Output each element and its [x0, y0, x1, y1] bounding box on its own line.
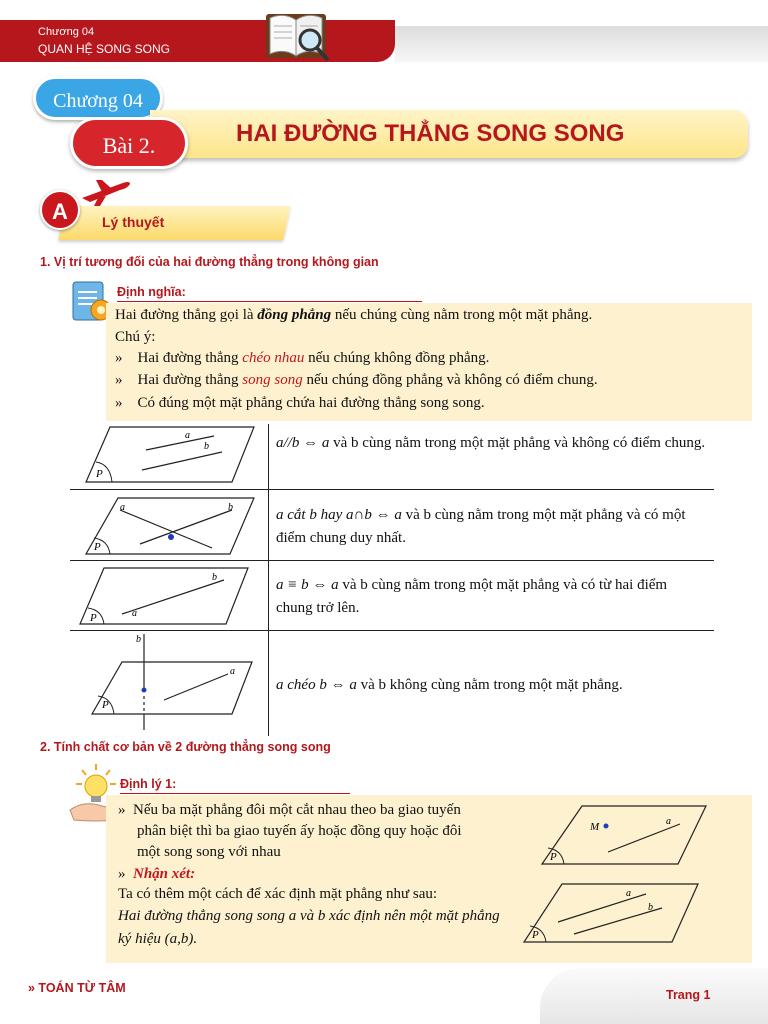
- definition-term: đồng phẳng: [257, 307, 332, 323]
- row-2-formula: a cắt b hay a∩b ⇔ a: [276, 507, 402, 523]
- label-a: a: [626, 888, 631, 899]
- label-a: a: [120, 502, 125, 513]
- definition-text-pre: Hai đường thẳng gọi là: [115, 307, 258, 323]
- row-2-desc: và b cùng nằm trong một mặt phẳng và có một điểm chung duy nhất.: [276, 507, 686, 546]
- bullet-1-term: chéo nhau: [242, 350, 305, 366]
- page-number: Trang 1: [666, 988, 711, 1002]
- label-b: b: [228, 502, 233, 513]
- row-1-desc: và b cùng nằm trong một mặt phẳng và không có điểm chung.: [329, 435, 706, 451]
- remark-italic-2: ký hiệu (a,b).: [118, 931, 198, 947]
- label-P: P: [532, 929, 539, 941]
- header-chapter-title: QUAN HỆ SONG SONG: [38, 42, 171, 56]
- row-3-desc: và b cùng nằm trong một mặt phẳng và có từ hai điểm chung trở lên.: [276, 577, 668, 616]
- lesson-title: HAI ĐƯỜNG THẲNG SONG SONG: [236, 120, 625, 147]
- definition-label: Định nghĩa:: [117, 285, 186, 299]
- bullet-2-post: nếu chúng đồng phẳng và không có điểm chung.: [302, 372, 598, 388]
- label-b: b: [204, 441, 209, 452]
- note-bullet-2: [115, 372, 598, 389]
- section-a-bar: [58, 206, 290, 240]
- label-a: a: [185, 430, 190, 441]
- definition-text: [115, 307, 592, 324]
- remark-line: Ta có thêm một cách để xác định mặt phẳng như sau:: [118, 886, 438, 902]
- theorem-line-1: [118, 802, 461, 819]
- table-divider: [70, 630, 714, 631]
- row-1-text: [276, 432, 706, 455]
- label-a: a: [666, 816, 671, 827]
- label-b: b: [136, 634, 141, 645]
- part2-heading: 2. Tính chất cơ bản về 2 đường thẳng song song: [40, 740, 331, 754]
- chapter-bubble: Chương 04: [33, 76, 163, 120]
- footer-brand: » TOÁN TỪ TÂM: [28, 981, 126, 995]
- lesson-title-bar: [150, 110, 748, 158]
- table-column-divider: [268, 424, 269, 736]
- row-1-formula: a//b ⇔ a: [276, 435, 330, 451]
- definition-text-post: nếu chúng cùng nằm trong một mặt phẳng.: [331, 307, 593, 323]
- header-shadow-band: [395, 26, 768, 62]
- label-P: P: [90, 612, 97, 624]
- note-label: Chú ý:: [115, 329, 156, 345]
- bullet-mark: »: [115, 350, 123, 366]
- row-4-desc: và b không cùng nằm trong một mặt phẳng.: [356, 677, 623, 693]
- bullet-1-post: nếu chúng không đồng phẳng.: [304, 350, 490, 366]
- figure-coincident-lines: [78, 564, 258, 628]
- airplane-icon: [80, 176, 132, 206]
- definition-underline: [117, 301, 422, 302]
- lesson-number-bubble: Bài 2.: [70, 117, 188, 169]
- table-divider: [70, 560, 714, 561]
- top-header-bar: [0, 20, 768, 62]
- section-a-badge: A: [40, 190, 80, 230]
- theorem-line-2: phân biệt thì ba giao tuyến ấy hoặc đồng quy hoặc đôi: [137, 823, 462, 839]
- label-b: b: [212, 572, 217, 583]
- label-a: a: [132, 608, 137, 619]
- footer-page-tab: [540, 968, 768, 1024]
- bullet-2-term: song song: [242, 372, 303, 388]
- bullet-1-pre: Hai đường thẳng: [137, 350, 243, 366]
- bullet-mark: »: [118, 802, 126, 818]
- note-bullet-1: [115, 350, 489, 367]
- bullet-2-pre: Hai đường thẳng: [137, 372, 243, 388]
- table-divider: [70, 489, 714, 490]
- theorem-label: Định lý 1:: [120, 777, 177, 791]
- label-a: a: [230, 666, 235, 677]
- part1-heading: 1. Vị trí tương đối của hai đường thẳng trong không gian: [40, 255, 379, 269]
- section-a-label: Lý thuyết: [102, 214, 165, 230]
- header-chapter-number: Chương 04: [38, 26, 95, 38]
- theorem-text-1: Nếu ba mặt phẳng đôi một cắt nhau theo ba giao tuyến: [133, 802, 461, 818]
- bullet-3-text: Có đúng một mặt phẳng chứa hai đường thẳng song song.: [137, 395, 485, 411]
- bullet-mark: »: [115, 372, 123, 388]
- row-4-formula: a chéo b ⇔ a: [276, 677, 357, 693]
- row-4-text: [276, 674, 706, 697]
- bullet-mark: »: [118, 866, 126, 882]
- figure-skew-lines: [88, 632, 258, 734]
- label-b: b: [648, 902, 653, 913]
- figure-parallel-lines: [82, 424, 262, 486]
- label-P: P: [102, 699, 109, 711]
- row-3-formula: a ≡ b ⇔ a: [276, 577, 339, 593]
- theorem-underline: [120, 793, 350, 794]
- remark-label: Nhận xét:: [133, 866, 196, 882]
- label-P: P: [94, 541, 101, 553]
- row-3-text: [276, 574, 706, 620]
- label-P: P: [550, 851, 557, 863]
- theorem-line-3: một song song với nhau: [137, 844, 281, 860]
- figure-intersecting-lines: [82, 494, 262, 558]
- remark-italic-1: Hai đường thẳng song song a và b xác định nên một mặt phẳng: [118, 908, 500, 924]
- figure-parallel-plane: [522, 880, 702, 946]
- book-magnifier-icon: [252, 8, 342, 70]
- bullet-mark: »: [115, 395, 123, 411]
- note-bullet-3: [115, 395, 485, 412]
- label-P: P: [96, 468, 103, 480]
- label-M: M: [590, 821, 600, 833]
- remark-heading: [118, 866, 195, 883]
- row-2-text: [276, 504, 706, 550]
- figure-point-and-line: [540, 802, 710, 868]
